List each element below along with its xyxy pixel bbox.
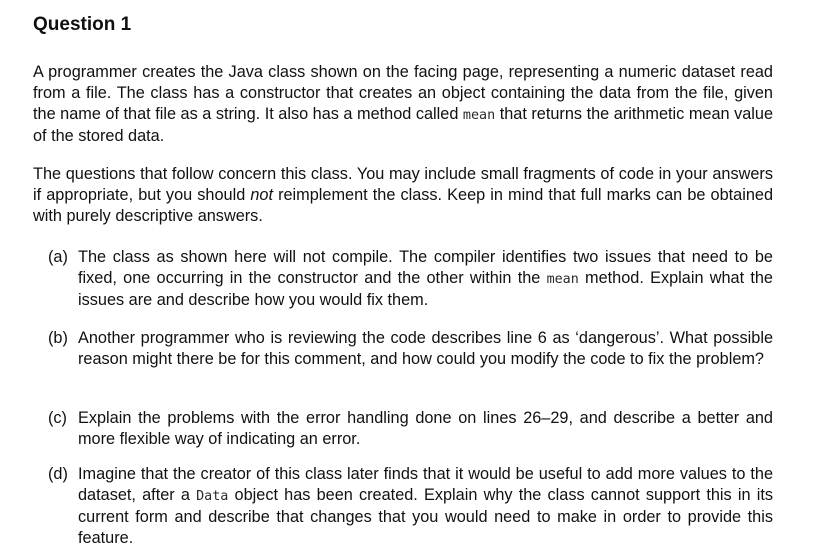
question-text-part: method. Explain what the issues are and describe how you would fix them. xyxy=(78,269,773,309)
code-mean: mean xyxy=(462,108,496,123)
code-mean: mean xyxy=(546,272,579,287)
question-item-b xyxy=(48,328,773,370)
question-text-part: object has been created. Explain why the class cannot support this in its current form and describe that changes that you would need to make in order to provide this feature. xyxy=(78,486,773,547)
question-heading: Question 1 xyxy=(33,14,132,35)
question-label: (b) xyxy=(48,329,68,347)
intro-text-2: that returns the arithmetic mean value of the stored data. xyxy=(33,105,774,145)
question-text-part: Imagine that the creator of this class later finds that it would be useful to add more values to the dataset, after a xyxy=(78,465,773,504)
question-item-c xyxy=(48,408,773,450)
question-text xyxy=(78,247,773,311)
intro-paragraph xyxy=(33,62,773,147)
question-text: Another programmer who is reviewing the code describes line 6 as ‘dangerous’. What possible reason might there be for this comment, and how could you modify the code to fix the problem? xyxy=(78,329,773,368)
question-text-part: The class as shown here will not compile. The compiler identifies two issues that need to be fixed, one occurring in the constructor and the other within the xyxy=(78,248,773,287)
question-item-a xyxy=(48,247,773,311)
intro-text-1: A programmer creates the Java class shown on the facing page, representing a numeric dataset read from a file. The class has a constructor that creates an object containing the data from the file, given the name of that file as a string. It also has a method called xyxy=(33,63,773,123)
instructions-text-2: reimplement the class. Keep in mind that full marks can be obtained with purely descriptive answers. xyxy=(33,186,773,225)
instructions-emphasis: not xyxy=(250,186,273,204)
instructions-paragraph xyxy=(33,164,773,227)
question-item-d xyxy=(48,464,773,549)
question-label: (c) xyxy=(48,409,67,427)
instructions-text-1: The questions that follow concern this class. You may include small fragments of code in your answers if appropriate, but you should xyxy=(33,165,773,204)
question-label: (a) xyxy=(48,248,68,266)
question-text xyxy=(78,464,773,549)
question-label: (d) xyxy=(48,465,68,483)
question-text: Explain the problems with the error handling done on lines 26–29, and describe a better and more flexible way of indicating an error. xyxy=(78,409,773,448)
code-data: Data xyxy=(196,489,229,504)
